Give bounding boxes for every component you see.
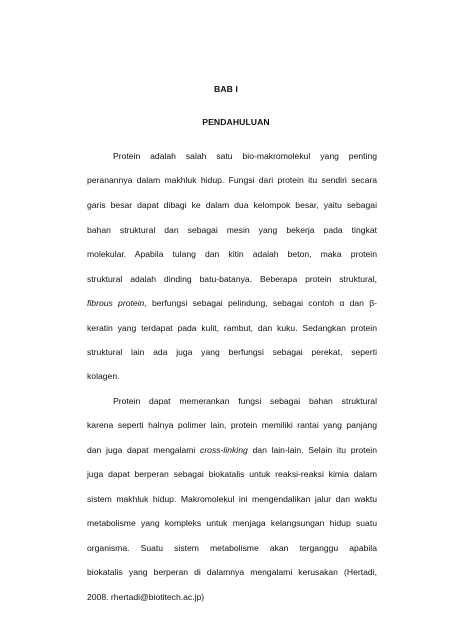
body-line: dan juga dapat mengalami cross-linking dan lain-lain. Selain itu protein	[87, 445, 377, 455]
italic-term: fibrous protein	[87, 298, 145, 308]
body-line: juga dapat berperan sebagai biokatalis untuk reaksi-reaksi kimia dalam	[87, 469, 377, 479]
body-line: biokatalis yang berperan di dalamnya mengalami kerusakan (Hertadi,	[87, 567, 377, 577]
body-line: fibrous protein, berfungsi sebagai pelindung, sebagai contoh α dan β-	[87, 298, 377, 308]
chapter-title: PENDAHULUAN	[202, 117, 270, 127]
body-line: karena seperti halnya polimer lain, protein memiliki rantai yang panjang	[87, 420, 377, 430]
italic-term: cross-linking	[200, 445, 248, 455]
body-line: struktural adalah dinding batu-batanya. Beberapa protein struktural,	[87, 274, 377, 284]
body-line: garis besar dapat dibagi ke dalam dua kelompok besar, yaitu sebagai	[87, 200, 377, 210]
body-line: keratin yang terdapat pada kulit, rambut, dan kuku. Sedangkan protein	[87, 323, 377, 333]
body-line: Protein dapat memerankan fungsi sebagai bahan struktural	[113, 396, 377, 406]
body-line: bahan struktural dan sebagai mesin yang bekerja pada tingkat	[87, 225, 377, 235]
body-line: molekular. Apabila tulang dan kitin adalah beton, maka protein	[87, 249, 377, 259]
body-line: peranannya dalam makhluk hidup. Fungsi dari protein itu sendiri secara	[87, 175, 377, 185]
body-line: struktural lain ada juga yang berfungsi sebagai perekat, seperti	[87, 347, 377, 357]
body-line: organisma. Suatu sistem metabolisme akan terganggu apabila	[87, 543, 377, 553]
body-line: sistem makhluk hidup. Makromolekul ini mengendalikan jalur dan waktu	[87, 494, 377, 504]
body-line: metabolisme yang kompleks untuk menjaga kelangsungan hidup suatu	[87, 518, 377, 528]
body-line: Protein adalah salah satu bio-makromolekul yang penting	[113, 151, 377, 161]
body-line: kolagen.	[87, 371, 120, 381]
body-line: 2008. rhertadi@biotitech.ac.jp)	[87, 592, 205, 602]
chapter-number: BAB I	[214, 84, 238, 94]
